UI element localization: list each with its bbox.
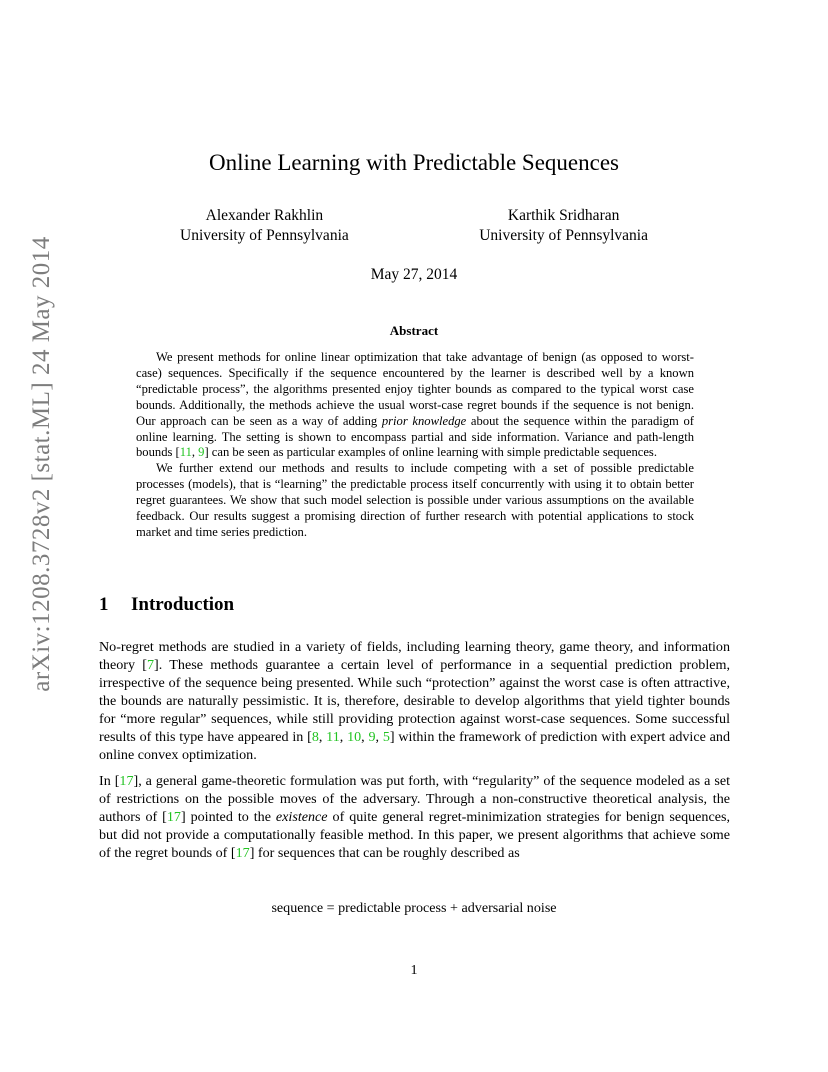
citation-link[interactable]: 17 (119, 773, 134, 789)
citation-link[interactable]: 9 (198, 445, 205, 460)
citation-link[interactable]: 17 (166, 809, 181, 825)
section-title: Introduction (131, 594, 235, 615)
emphasis: existence (275, 809, 328, 825)
page-number: 1 (410, 962, 418, 978)
author-1 (180, 206, 349, 246)
abstract-heading: Abstract (389, 323, 439, 338)
citation-link[interactable]: 9 (368, 729, 376, 745)
introduction-body (99, 638, 730, 870)
abstract-body (136, 350, 694, 541)
abstract-paragraph-2: We further extend our methods and results to include competing with a set of possible predictable processes (models), that is “learning” the predictable process itself concurrently with using it to obtain better regret guarantees. We show that such model selection is possible under various assumptions on the available feedback. Our results suggest a promising direction of further research with potential applications to stock market and time series prediction. (136, 461, 694, 539)
citation-link[interactable]: 17 (235, 845, 250, 861)
intro-paragraph-2: In [17], a general game-theoretic formulation was put forth, with “regularity” of the sequence modeled as a set of restrictions on the possible moves of the adversary. Through a non-constructive theoretical analysis, the authors of [17] pointed to the existence of quite general regret-minimization strategies for benign sequences, but did not provide a computationally feasible method. In this paper, we present algorithms that achieve some of the regret bounds of [17] for sequences that can be roughly described as (99, 773, 730, 861)
intro-paragraph-1: No-regret methods are studied in a variety of fields, including learning theory, game theory, and information theory [7]. These methods guarantee a certain level of performance in a sequential prediction problem, irrespective of the sequence being presented. While such “protection” against the worst case is often attractive, the bounds are naturally pessimistic. It is, therefore, desirable to develop algorithms that yield tighter bounds for “more regular” sequences, while still providing protection against worst-case sequences. Some successful results of this type have appeared in [8, 11, 10, 9, 5] within the framework of prediction with expert advice and online convex optimization. (99, 639, 730, 763)
citation-link[interactable]: 10 (347, 729, 362, 745)
paper-title: Online Learning with Predictable Sequences (208, 150, 620, 175)
author-name: Alexander Rakhlin (205, 207, 324, 224)
citation-link[interactable]: 7 (147, 657, 155, 673)
author-name: Karthik Sridharan (507, 207, 620, 224)
citation-link[interactable]: 5 (382, 729, 390, 745)
abstract-paragraph-1: We present methods for online linear optimization that take advantage of benign (as opposed to worst-case) sequences. Specifically if the sequence encountered by the learner is described well by a known “predictable process”, the algorithms presented enjoy tighter bounds as compared to the typical worst case bounds. Additionally, the methods achieve the usual worst-case regret bounds if the sequence is not benign. Our approach can be seen as a way of adding prior knowledge about the sequence within the paradigm of online learning. The setting is shown to encompass partial and side information. Variance and path-length bounds [11, 9] can be seen as particular examples of online learning with simple predictable sequences. (136, 350, 694, 460)
author-affiliation: University of Pennsylvania (479, 227, 648, 244)
section-heading (99, 594, 234, 616)
citation-link[interactable]: 11 (326, 729, 340, 745)
author-block (180, 206, 648, 246)
arxiv-identifier-stamp: arXiv:1208.3728v2 [stat.ML] 24 May 2014 (28, 236, 55, 692)
citation-link[interactable]: 11 (179, 445, 192, 460)
author-affiliation: University of Pennsylvania (180, 227, 349, 244)
emphasis: prior knowledge (381, 413, 467, 428)
paper-date: May 27, 2014 (370, 266, 458, 283)
section-number: 1 (99, 594, 109, 615)
author-2 (479, 206, 648, 246)
citation-link[interactable]: 8 (311, 729, 319, 745)
display-equation: sequence = predictable process + adversarial noise (271, 900, 557, 916)
